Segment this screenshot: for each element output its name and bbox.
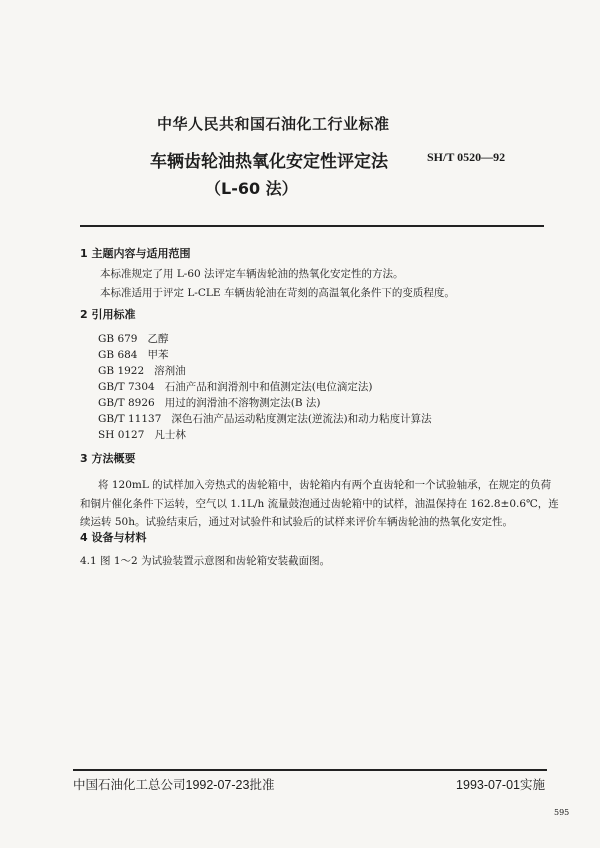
section-2-heading: 2 引用标准 xyxy=(80,308,136,321)
reference-item xyxy=(98,379,372,394)
reference-code: GB 1922 xyxy=(98,365,145,377)
reference-item xyxy=(98,427,186,442)
footer-divider xyxy=(73,769,547,771)
section-1-line: 本标准适用于评定 L-CLE 车辆齿轮油在苛刻的高温氧化条件下的变质程度。 xyxy=(100,287,455,299)
reference-item xyxy=(98,331,168,346)
implementation-date: 1993-07-01实施 xyxy=(456,778,545,792)
reference-code: GB 684 xyxy=(98,349,138,361)
section-1-heading: 1 主题内容与适用范围 xyxy=(80,247,191,260)
reference-title: 凡士林 xyxy=(154,429,186,441)
reference-code: GB/T 7304 xyxy=(98,381,155,393)
section-4-heading: 4 设备与材料 xyxy=(80,531,147,544)
section-3-line: 将 120mL 的试样加入旁热式的齿轮箱中，齿轮箱内有两个直齿轮和一个试验轴承，在规定的负荷 xyxy=(98,479,552,491)
section-1-line: 本标准规定了用 L-60 法评定车辆齿轮油的热氧化安定性的方法。 xyxy=(100,268,404,280)
section-4-1-line: 4.1 图 1～2 为试验装置示意图和齿轮箱安装截面图。 xyxy=(80,555,331,567)
reference-title: 石油产品和润滑剂中和值测定法(电位滴定法) xyxy=(164,381,373,393)
reference-item xyxy=(98,347,168,362)
reference-code: GB/T 8926 xyxy=(98,397,155,409)
reference-title: 溶剂油 xyxy=(154,365,186,377)
approval-date: 中国石油化工总公司1992-07-23批准 xyxy=(73,778,275,792)
reference-title: 甲苯 xyxy=(147,349,169,361)
header-divider xyxy=(80,225,544,227)
document-title: 车辆齿轮油热氧化安定性评定法 xyxy=(150,152,388,172)
page-number: 595 xyxy=(554,808,570,817)
section-3-line: 和铜片催化条件下运转，空气以 1.1L/h 流量鼓泡通过齿轮箱中的试样，油温保持在 162.8±0.6℃，连 xyxy=(80,498,559,510)
reference-item xyxy=(98,363,186,378)
section-3-line: 续运转 50h。试验结束后，通过对试验件和试验后的试样来评价车辆齿轮油的热氧化安定性。 xyxy=(80,516,513,528)
reference-code: SH 0127 xyxy=(98,429,145,441)
standard-code: SH/T 0520—92 xyxy=(427,150,506,164)
issuing-authority: 中华人民共和国石油化工行业标准 xyxy=(157,115,390,133)
section-3-heading: 3 方法概要 xyxy=(80,452,136,465)
reference-title: 乙醇 xyxy=(147,333,169,345)
reference-title: 用过的润滑油不溶物测定法(B 法) xyxy=(164,397,321,409)
reference-code: GB 679 xyxy=(98,333,138,345)
reference-code: GB/T 11137 xyxy=(98,413,162,425)
reference-item xyxy=(98,411,432,426)
document-subtitle: （L-60 法） xyxy=(205,179,298,198)
reference-title: 深色石油产品运动粘度测定法(逆流法)和动力粘度计算法 xyxy=(171,413,432,425)
reference-item xyxy=(98,395,320,410)
